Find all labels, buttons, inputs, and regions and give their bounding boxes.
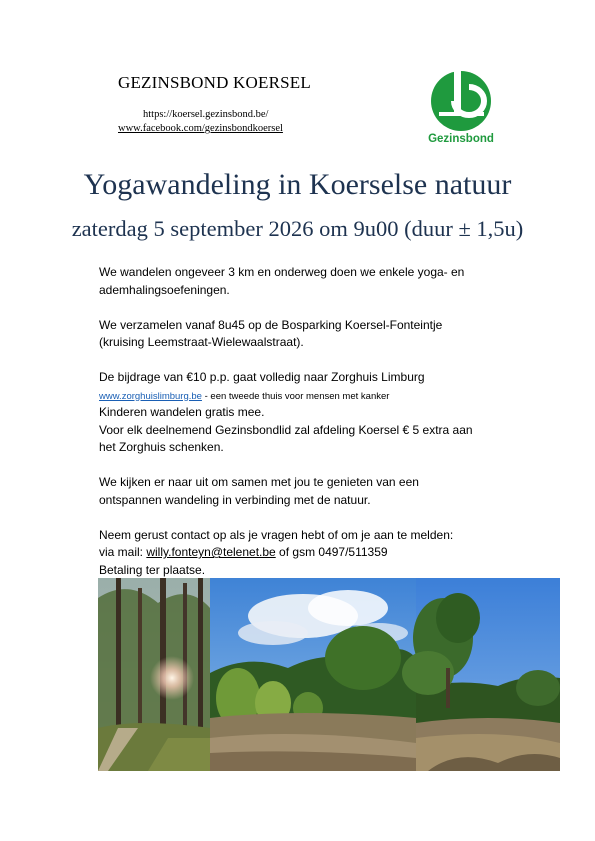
zorghuis-link[interactable]: www.zorghuislimburg.be: [99, 390, 202, 402]
gezinsbond-logo: [425, 67, 497, 149]
paragraph-contribution: De bijdrage van €10 p.p. gaat volledig naar Zorghuis Limburg www.zorghuislimburg.be - een tweede thuis voor mensen met kanker Kinderen wandelen gratis mee. Voor elk deelnemend Gezinsbondlid zal afdeling Koersel € 5 extra aan het Zorghuis schenken.: [99, 370, 473, 454]
paragraph-meeting-point: We verzamelen vanaf 8u45 op de Bosparking Koersel-Fonteintje (kruising Leemstraat-Wielewaalstraat).: [99, 317, 443, 349]
logo-wordmark: Gezinsbond: [428, 133, 494, 145]
gezinsbond-logo-icon: [425, 67, 497, 133]
paragraph-walk: We wandelen ongeveer 3 km en onderweg doen we enkele yoga- en ademhalingsoefeningen.: [99, 265, 465, 297]
email-link[interactable]: willy.fonteyn@telenet.be: [146, 545, 276, 559]
event-date: zaterdag 5 september 2026 om 9u00 (duur ± 1,5u): [71, 216, 524, 241]
heathland-photo: [210, 578, 416, 771]
paragraph-invitation: We kijken er naar uit om samen met jou te genieten van een ontspannen wandeling in verbinding met de natuur.: [99, 475, 419, 507]
website-link[interactable]: https://koersel.gezinsbond.be/: [143, 109, 269, 120]
forest-path-photo: [98, 578, 210, 771]
paragraph-contact: Neem gerust contact op als je vragen hebt of om je aan te melden: via mail: willy.fonteyn@telenet.be of gsm 0497/511359 Betaling ter plaatse.: [99, 527, 454, 577]
nature-photo-collage: [98, 578, 560, 771]
event-description: [99, 264, 519, 579]
organization-name: GEZINSBOND KOERSEL: [118, 73, 311, 92]
pine-tree-photo: [402, 578, 560, 771]
event-title: Yogawandeling in Koerselse natuur: [83, 168, 512, 201]
facebook-link[interactable]: www.facebook.com/gezinsbondkoersel: [118, 123, 283, 134]
